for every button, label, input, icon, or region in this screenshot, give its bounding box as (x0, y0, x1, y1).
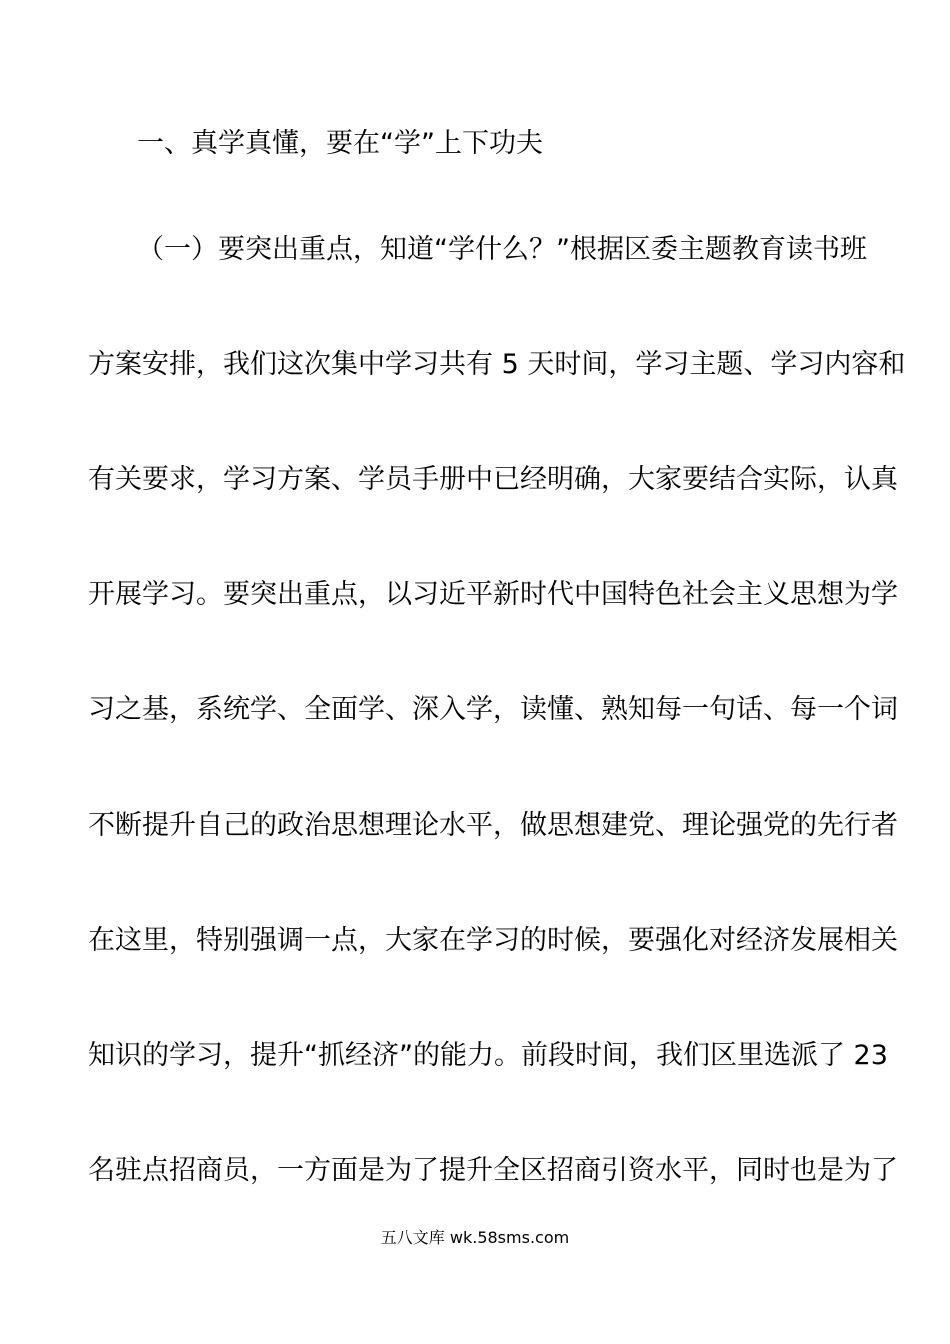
paragraph-line-5: 习之基，系统学、全面学、深入学，读懂、熟知每一句话、每一个词 (88, 694, 898, 725)
paragraph-line-1: （一）要突出重点，知道“学什么？”根据区委主题教育读书班 (137, 234, 867, 265)
paragraph-line-2: 方案安排，我们这次集中学习共有 5 天时间，学习主题、学习内容和 (88, 349, 906, 380)
paragraph-line-6: 不断提升自己的政治思想理论水平，做思想建党、理论强党的先行者 (88, 810, 898, 841)
paragraph-line-3: 有关要求，学习方案、学员手册中已经明确，大家要结合实际，认真 (88, 464, 898, 495)
paragraph-line-9: 名驻点招商员，一方面是为了提升全区招商引资水平，同时也是为了 (88, 1155, 898, 1186)
footer-watermark: 五八文库 wk.58sms.com (380, 1228, 570, 1247)
section-heading: 一、真学真懂，要在“学”上下功夫 (137, 128, 543, 159)
paragraph-line-4: 开展学习。要突出重点，以习近平新时代中国特色社会主义思想为学 (88, 579, 898, 610)
paragraph-line-7: 在这里，特别强调一点，大家在学习的时候，要强化对经济发展相关 (88, 925, 898, 956)
paragraph-line-8: 知识的学习，提升“抓经济”的能力。前段时间，我们区里选派了 23 (88, 1040, 888, 1071)
